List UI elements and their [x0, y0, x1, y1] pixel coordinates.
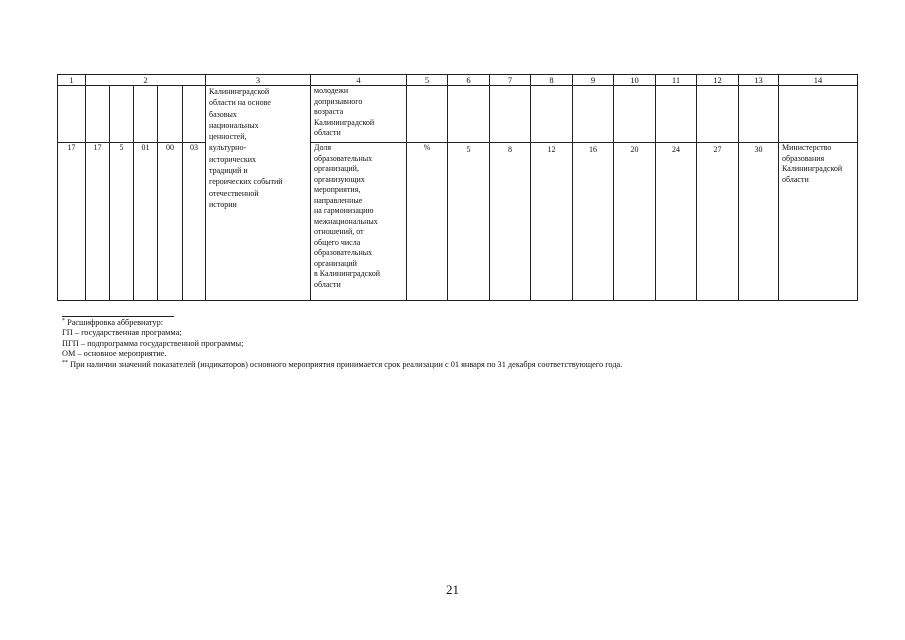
footnote-line: ОМ – основное мероприятие.	[62, 349, 167, 359]
table-cell	[448, 86, 490, 143]
header-cell: 3	[206, 75, 311, 86]
value-cell: 12	[531, 143, 573, 301]
footnote-mark: **	[62, 359, 68, 366]
table-cell	[614, 86, 656, 143]
footnote-text: Расшифровка аббревиатур:	[65, 318, 164, 327]
table-cell	[58, 86, 86, 143]
value-cell: 16	[573, 143, 614, 301]
value-cell: 24	[656, 143, 697, 301]
table-cell	[407, 86, 448, 143]
table-cell	[134, 86, 158, 143]
table-cell	[531, 86, 573, 143]
table-cell	[779, 86, 858, 143]
footnote-text: При наличии значений показателей (индикаторов) основного мероприятия принимается срок реализации с 01 января по 31 декабря соответствующего года.	[68, 359, 623, 369]
header-cell: 14	[779, 75, 858, 86]
header-cell: 4	[311, 75, 407, 86]
table-cell	[110, 86, 134, 143]
activity-name-cell: Калининградской области на основе базовых национальных ценностей, культурно- исторических традиций и героических событий отечественной истории	[206, 86, 311, 301]
table-cell	[86, 86, 110, 143]
header-cell: 8	[531, 75, 573, 86]
code-cell: 5	[110, 143, 134, 301]
indicators-table	[57, 74, 858, 301]
header-cell: 10	[614, 75, 656, 86]
unit-cell: %	[407, 143, 448, 301]
table-cell	[183, 86, 206, 143]
value-cell: 30	[739, 143, 779, 301]
value-cell: 20	[614, 143, 656, 301]
footnote-line: ГП – государственная программа;	[62, 328, 182, 338]
table-cell	[739, 86, 779, 143]
code-cell: 00	[158, 143, 183, 301]
code-cell: 01	[134, 143, 158, 301]
indicator-continued-cell: молодежи допризывного возраста Калининградской области	[311, 86, 407, 143]
indicator-name-cell: Доля образовательных организаций, организующих мероприятия, направленные на гармонизацию межнациональных отношений, от общего числа образовательных организаций в Калининградской области	[311, 143, 407, 301]
table-cell	[573, 86, 614, 143]
footnote-abbreviations	[62, 318, 852, 328]
code-cell: 17	[86, 143, 110, 301]
code-cell: 03	[183, 143, 206, 301]
value-cell: 8	[490, 143, 531, 301]
header-cell: 1	[58, 75, 86, 86]
table-cell	[158, 86, 183, 143]
header-cell: 12	[697, 75, 739, 86]
footnote-separator	[62, 316, 174, 317]
table-row	[58, 143, 858, 301]
header-cell: 9	[573, 75, 614, 86]
footnotes	[62, 318, 852, 370]
table-cell	[490, 86, 531, 143]
header-cell: 13	[739, 75, 779, 86]
footnote-period	[62, 360, 852, 370]
header-row	[58, 75, 858, 86]
header-cell: 7	[490, 75, 531, 86]
header-cell: 6	[448, 75, 490, 86]
page-number: 21	[446, 582, 459, 597]
table-cell	[697, 86, 739, 143]
table-row	[58, 86, 858, 143]
footnote-mark: *	[62, 318, 65, 324]
header-cell: 11	[656, 75, 697, 86]
footnote-line: ПГП – подпрограмма государственной программы;	[62, 338, 244, 348]
header-cell: 2	[86, 75, 206, 86]
code-cell: 17	[58, 143, 86, 301]
value-cell: 5	[448, 143, 490, 301]
responsible-cell: Министерство образования Калининградской области	[779, 143, 858, 301]
header-cell: 5	[407, 75, 448, 86]
value-cell: 27	[697, 143, 739, 301]
table-cell	[656, 86, 697, 143]
